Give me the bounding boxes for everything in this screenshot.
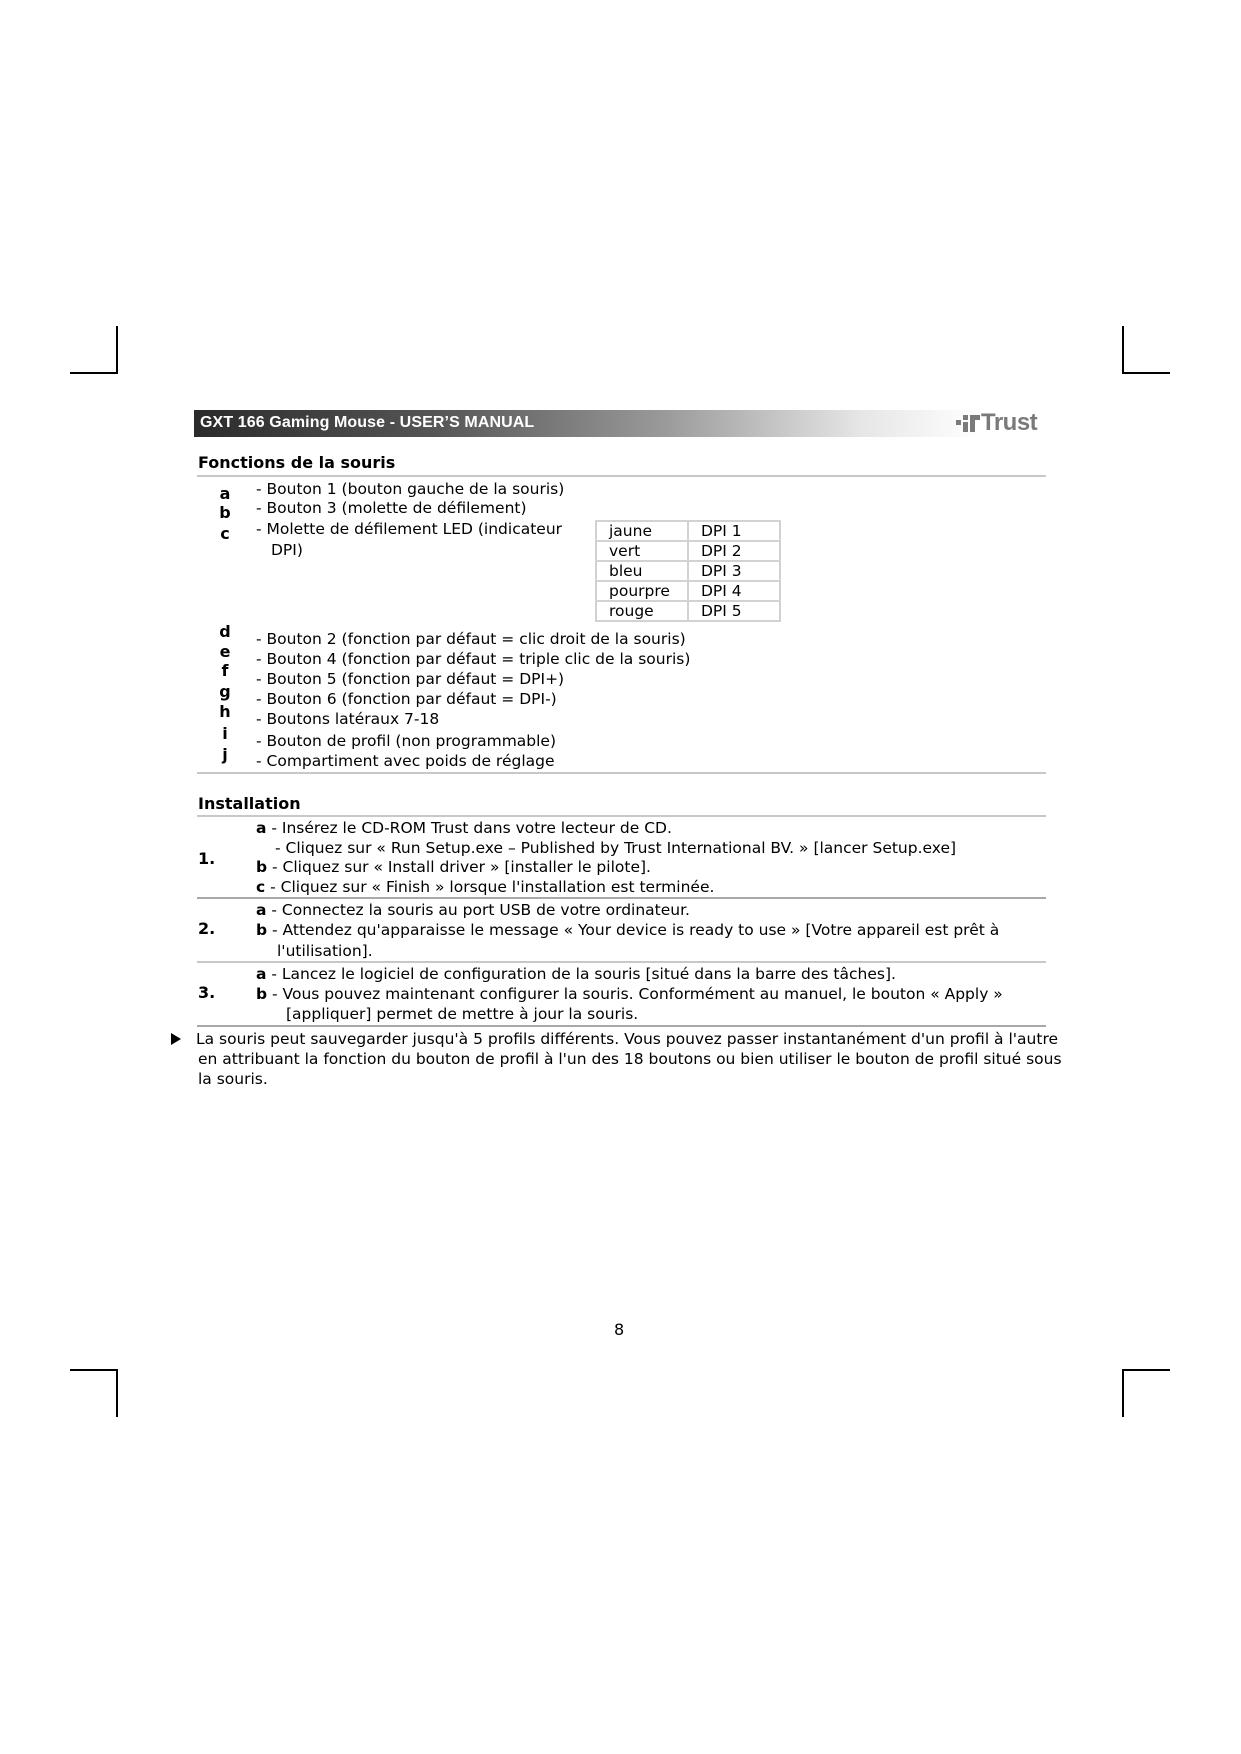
item-text-d: - Bouton 2 (fonction par défaut = clic droit de la souris) [256, 630, 686, 648]
step1-line-b: b - Cliquez sur « Install driver » [installer le pilote]. [256, 858, 651, 876]
dpi-level: DPI 3 [688, 561, 780, 581]
arrow-bullet-icon [171, 1033, 181, 1045]
item-text-c: - Molette de défilement LED (indicateur [256, 520, 563, 538]
note-line-2: en attribuant la fonction du bouton de profil à l'un des 18 boutons ou bien utiliser le bouton de profil situé sous [198, 1050, 1062, 1068]
item-text-h: - Boutons latéraux 7-18 [256, 710, 440, 728]
step1-line-a-cont: - Cliquez sur « Run Setup.exe – Published by Trust International BV. » [lancer Setup.exe] [275, 839, 957, 857]
trust-logo [956, 409, 1037, 437]
dpi-row [596, 601, 780, 621]
item-text-j: - Compartiment avec poids de réglage [256, 752, 555, 770]
step1-rule [197, 897, 1046, 899]
dpi-row [596, 521, 780, 541]
item-letter-j: j [222, 745, 228, 764]
item-text-a: - Bouton 1 (bouton gauche de la souris) [256, 480, 565, 498]
item-letter-h: h [219, 702, 231, 721]
item-letter-f: f [221, 661, 229, 680]
functions-top-rule [197, 475, 1046, 477]
item-text-f: - Bouton 5 (fonction par défaut = DPI+) [256, 670, 565, 688]
item-letter-d: d [219, 622, 231, 641]
step-number-3: 3. [198, 983, 216, 1002]
item-letter-b: b [219, 503, 231, 522]
installation-heading: Installation [198, 794, 301, 813]
step3-line-a: a - Lancez le logiciel de configuration de la souris [situé dans la barre des tâches]. [256, 965, 896, 983]
item-text-c-cont: DPI) [271, 541, 303, 559]
step1-line-c: c - Cliquez sur « Finish » lorsque l'installation est terminée. [256, 878, 715, 896]
note-line-3: la souris. [198, 1070, 268, 1088]
dpi-color-table [595, 520, 781, 622]
item-text-i: - Bouton de profil (non programmable) [256, 732, 557, 750]
item-text-e: - Bouton 4 (fonction par défaut = triple clic de la souris) [256, 650, 691, 668]
note-line-1: La souris peut sauvegarder jusqu'à 5 profils différents. Vous pouvez passer instantanément d'un profil à l'autre [196, 1030, 1059, 1048]
step3-line-b-cont: [appliquer] permet de mettre à jour la souris. [286, 1005, 639, 1023]
step-number-1: 1. [198, 849, 216, 868]
dpi-level: DPI 2 [688, 541, 780, 561]
functions-bottom-rule [197, 772, 1046, 774]
manual-title: GXT 166 Gaming Mouse - USER’S MANUAL [200, 414, 535, 431]
step2-line-a: a - Connectez la souris au port USB de votre ordinateur. [256, 901, 690, 919]
item-text-g: - Bouton 6 (fonction par défaut = DPI-) [256, 690, 557, 708]
step-number-2: 2. [198, 919, 216, 938]
page-number: 8 [614, 1320, 625, 1339]
installation-bottom-rule [197, 1025, 1046, 1027]
dpi-level: DPI 1 [688, 521, 780, 541]
trust-logo-text: Trust [981, 409, 1038, 436]
dpi-color: bleu [596, 561, 688, 581]
step2-line-b-cont: l'utilisation]. [277, 942, 373, 960]
header-bar [194, 410, 1049, 437]
item-letter-c: c [220, 524, 230, 543]
trust-logo-icon [956, 412, 980, 434]
dpi-color: rouge [596, 601, 688, 621]
dpi-level: DPI 4 [688, 581, 780, 601]
item-letter-g: g [219, 682, 231, 701]
step2-rule [197, 961, 1046, 963]
item-letter-a: a [219, 484, 231, 503]
item-text-b: - Bouton 3 (molette de défilement) [256, 499, 527, 517]
item-letter-e: e [219, 642, 231, 661]
item-letter-i: i [222, 724, 228, 743]
step3-line-b: b - Vous pouvez maintenant configurer la souris. Conformément au manuel, le bouton « Apply » [256, 985, 1003, 1003]
dpi-row [596, 581, 780, 601]
dpi-color: pourpre [596, 581, 688, 601]
dpi-level: DPI 5 [688, 601, 780, 621]
dpi-row [596, 541, 780, 561]
dpi-color: jaune [596, 521, 688, 541]
step1-line-a: a - Insérez le CD-ROM Trust dans votre lecteur de CD. [256, 819, 672, 837]
step2-line-b: b - Attendez qu'apparaisse le message « Your device is ready to use » [Votre appareil est prêt à [256, 921, 1000, 939]
dpi-color: vert [596, 541, 688, 561]
installation-top-rule [197, 815, 1046, 817]
dpi-row [596, 561, 780, 581]
functions-heading: Fonctions de la souris [198, 453, 396, 472]
